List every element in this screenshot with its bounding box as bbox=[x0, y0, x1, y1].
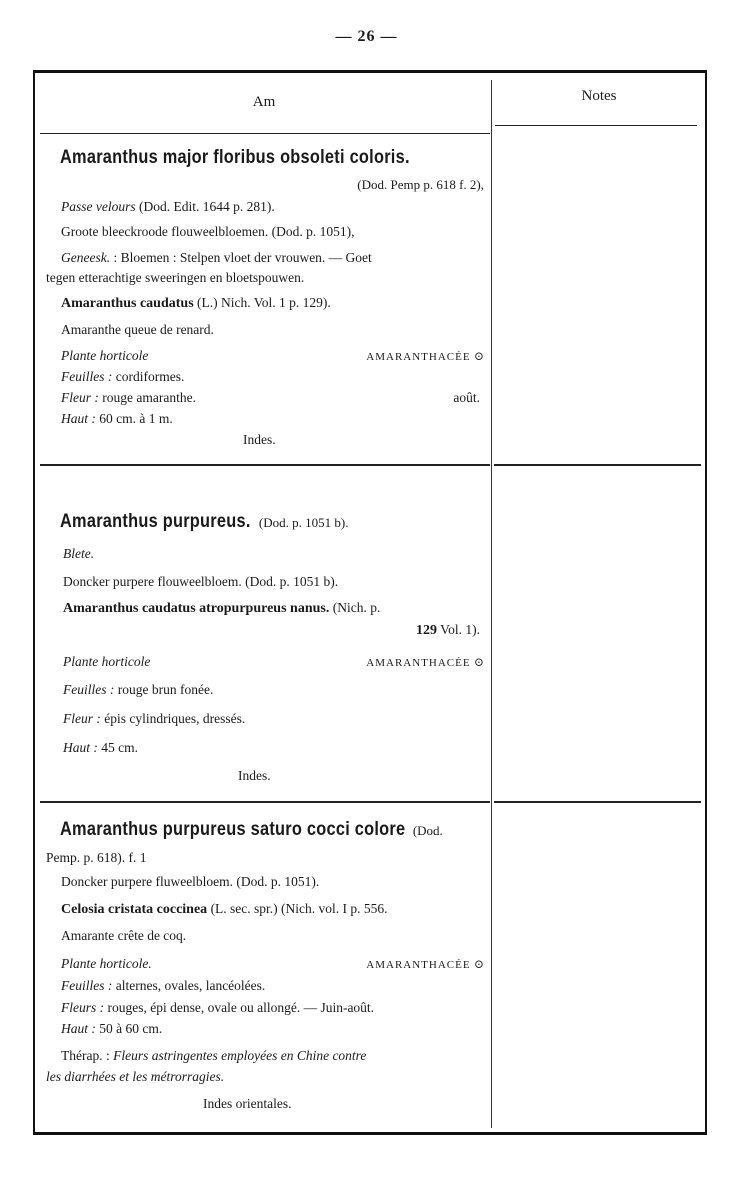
feuilles-value: alternes, ovales, lancéolées. bbox=[112, 978, 266, 993]
feuilles-value: rouge brun fonée. bbox=[114, 682, 214, 697]
vernacular-name: Blete. bbox=[63, 546, 95, 561]
family-name: AMARANTHACÉE bbox=[366, 959, 471, 971]
entry-amaranthus-saturo bbox=[46, 820, 484, 1120]
geneesk-label: Geneesk. bbox=[61, 250, 111, 265]
haut bbox=[63, 738, 138, 758]
entry-heading bbox=[60, 512, 348, 533]
annual-symbol-icon: ⊙ bbox=[473, 349, 484, 363]
feuilles-label: Feuilles : bbox=[63, 682, 115, 697]
family-name: AMARANTHACÉE bbox=[366, 657, 471, 669]
plante-label: Plante horticole bbox=[63, 654, 151, 669]
therap bbox=[61, 1046, 366, 1066]
synonym-name: Amaranthus caudatus bbox=[61, 296, 194, 311]
haut bbox=[61, 409, 173, 429]
fleur-value: rouge amaranthe. bbox=[98, 390, 196, 405]
plante-label: Plante horticole. bbox=[61, 956, 152, 971]
annual-symbol-icon: ⊙ bbox=[473, 655, 484, 669]
synonym-page: 129 bbox=[415, 623, 437, 638]
flowering-month: août. bbox=[453, 390, 480, 405]
haut bbox=[61, 1019, 162, 1039]
synonym-vol: Vol. 1). bbox=[436, 622, 480, 637]
row-separator bbox=[40, 464, 490, 466]
haut-label: Haut : bbox=[63, 740, 98, 755]
feuilles-label: Feuilles : bbox=[61, 369, 113, 384]
fleurs bbox=[61, 998, 374, 1018]
fleur-value: épis cylindriques, dressés. bbox=[100, 711, 246, 726]
feuilles-value: cordiformes. bbox=[112, 369, 185, 384]
header-rule-notes bbox=[495, 125, 697, 126]
fleurs-value: rouges, épi dense, ovale ou allongé. — Juin-août. bbox=[104, 1000, 375, 1015]
page-number: — 26 — bbox=[335, 28, 398, 45]
entry-line: Doncker purpere flouweelbloem. (Dod. p. 1051 b). bbox=[63, 574, 339, 589]
synonym-ref-cont bbox=[416, 620, 480, 641]
feuilles bbox=[63, 680, 213, 700]
family bbox=[366, 652, 484, 673]
entry-amaranthus-purpureus bbox=[46, 512, 484, 792]
therap-text: Fleurs astringentes employées en Chine contre bbox=[113, 1048, 367, 1063]
plante-label: Plante horticole bbox=[61, 348, 149, 363]
entry-reference-cont: Pemp. p. 618). f. 1 bbox=[46, 850, 147, 865]
therap-text-cont: les diarrhées et les métrorragies. bbox=[46, 1069, 225, 1084]
french-name: Amarante crête de coq. bbox=[61, 928, 187, 943]
entry-line: Groote bleeckroode flouweelbloemen. (Dod. p. 1051), bbox=[61, 224, 355, 239]
haut-value: 45 cm. bbox=[97, 740, 138, 755]
haut-label: Haut : bbox=[61, 411, 96, 426]
header-rule-main bbox=[40, 133, 490, 134]
family-name: AMARANTHACÉE bbox=[366, 351, 471, 363]
fleur-label: Fleur : bbox=[63, 711, 101, 726]
column-divider bbox=[491, 80, 492, 1128]
family bbox=[366, 346, 484, 367]
row-separator bbox=[494, 464, 701, 466]
origin: Indes orientales. bbox=[203, 1096, 292, 1111]
vernacular-name: Passe velours bbox=[61, 199, 136, 214]
feuilles bbox=[61, 367, 184, 387]
entry-line: Doncker purpere fluweelbloem. (Dod. p. 1051). bbox=[61, 874, 320, 889]
synonym-ref: (Nich. p. bbox=[329, 600, 381, 615]
fleur-label: Fleur : bbox=[61, 390, 99, 405]
therap-label: Thérap. : bbox=[61, 1048, 114, 1063]
haut-label: Haut : bbox=[61, 1021, 96, 1036]
entry-title: Amaranthus major floribus obsoleti coloris. bbox=[60, 147, 410, 168]
annual-symbol-icon: ⊙ bbox=[473, 957, 484, 971]
entry-heading bbox=[60, 820, 443, 841]
entry-title: Amaranthus purpureus. bbox=[60, 511, 251, 532]
fleur bbox=[63, 709, 245, 729]
entry-line bbox=[61, 197, 275, 217]
feuilles bbox=[61, 976, 265, 996]
synonym-ref: (L.) Nich. Vol. 1 p. 129). bbox=[193, 295, 331, 310]
entry-title: Amaranthus purpureus saturo cocci colore bbox=[60, 819, 406, 840]
row-separator bbox=[40, 801, 490, 803]
entry-reference: (Dod. bbox=[409, 823, 443, 838]
header-main: Am bbox=[252, 94, 276, 110]
fleur bbox=[61, 388, 196, 408]
entry-reference: (Dod. p. 1051 b). bbox=[255, 515, 349, 530]
haut-value: 50 à 60 cm. bbox=[95, 1021, 163, 1036]
entry-amaranthus-major bbox=[46, 148, 484, 458]
row-separator bbox=[494, 801, 701, 803]
feuilles-label: Feuilles : bbox=[61, 978, 113, 993]
synonym bbox=[63, 598, 380, 619]
entry-line: tegen etterachtige sweeringen en bloetspouwen. bbox=[46, 270, 305, 285]
synonym bbox=[61, 293, 331, 314]
geneesk-text: : Bloemen : Stelpen vloet der vrouwen. — Goet bbox=[110, 250, 372, 265]
fleurs-label: Fleurs : bbox=[61, 1000, 105, 1015]
header-notes: Notes bbox=[581, 88, 617, 104]
synonym-name: Amaranthus caudatus atropurpureus nanus. bbox=[63, 601, 330, 616]
french-name: Amaranthe queue de renard. bbox=[61, 322, 214, 337]
family bbox=[366, 954, 484, 975]
entry-line bbox=[61, 248, 372, 268]
synonym-ref: (L. sec. spr.) (Nich. vol. I p. 556. bbox=[207, 901, 388, 916]
origin: Indes. bbox=[238, 768, 271, 783]
haut-value: 60 cm. à 1 m. bbox=[95, 411, 173, 426]
reference: (Dod. Edit. 1644 p. 281). bbox=[135, 199, 275, 214]
origin: Indes. bbox=[243, 432, 276, 447]
synonym bbox=[61, 899, 388, 920]
synonym-name: Celosia cristata coccinea bbox=[61, 902, 208, 917]
entry-reference: (Dod. Pemp p. 618 f. 2), bbox=[357, 177, 484, 192]
